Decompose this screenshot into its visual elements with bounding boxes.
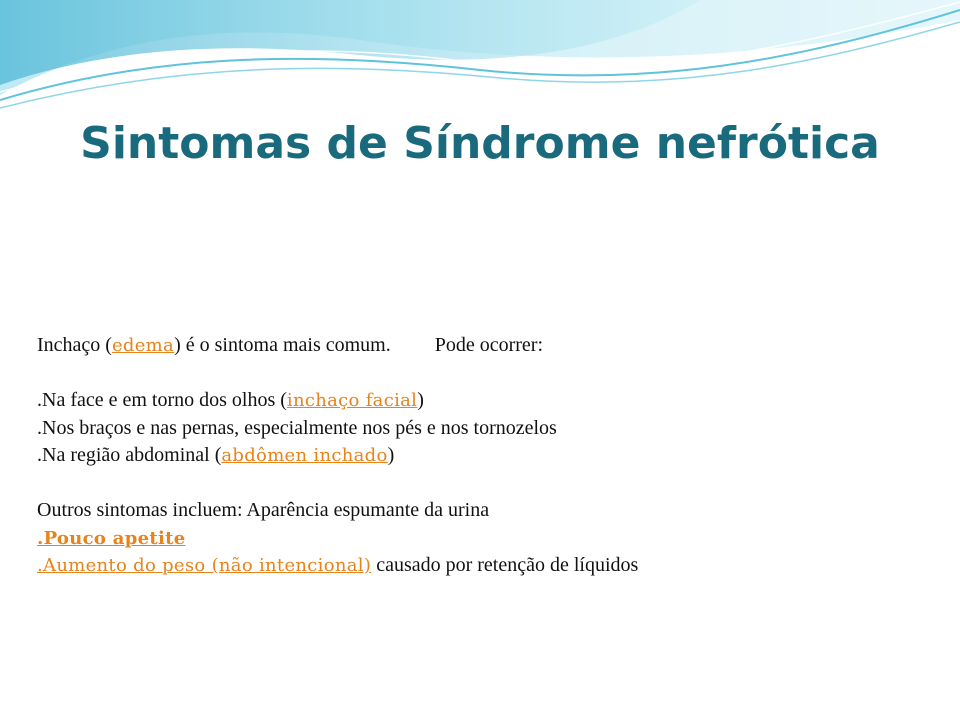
- slide-title: Sintomas de Síndrome nefrótica: [80, 118, 880, 169]
- intro-line: [37, 332, 937, 360]
- intro-before: Inchaço (: [37, 334, 112, 356]
- facial-swelling-link[interactable]: inchaço facial: [286, 390, 418, 411]
- item1-after: ): [417, 389, 424, 411]
- list-item-limbs: [37, 415, 937, 443]
- weight-gain-line: [37, 552, 937, 580]
- item3-before: .Na região abdominal (: [37, 444, 222, 466]
- header-wave-decoration: [0, 0, 960, 130]
- item3-after: ): [387, 444, 395, 466]
- item1-before: .Na face e em torno dos olhos (: [37, 389, 287, 411]
- intro-tail: Pode ocorrer:: [434, 334, 544, 356]
- edema-link[interactable]: edema: [111, 335, 175, 356]
- poor-appetite-link[interactable]: .Pouco apetite: [37, 527, 186, 549]
- item2-text: .Nos braços e nas pernas, especialmente nos pés e nos tornozelos: [37, 416, 557, 439]
- swollen-abdomen-link[interactable]: abdômen inchado: [221, 445, 388, 466]
- list-item-face: [37, 387, 937, 415]
- intro-after: ) é o sintoma mais comum.: [174, 334, 391, 356]
- weight-gain-after: causado por retenção de líquidos: [371, 554, 639, 576]
- weight-gain-link[interactable]: .Aumento do peso (não intencional): [37, 555, 372, 576]
- symptoms-text-block: [37, 332, 937, 580]
- other-symptoms-line: [37, 497, 937, 525]
- poor-appetite-line: [37, 525, 937, 553]
- others-text: Outros sintomas incluem: Aparência espumante da urina: [37, 499, 490, 521]
- list-item-abdomen: [37, 442, 937, 470]
